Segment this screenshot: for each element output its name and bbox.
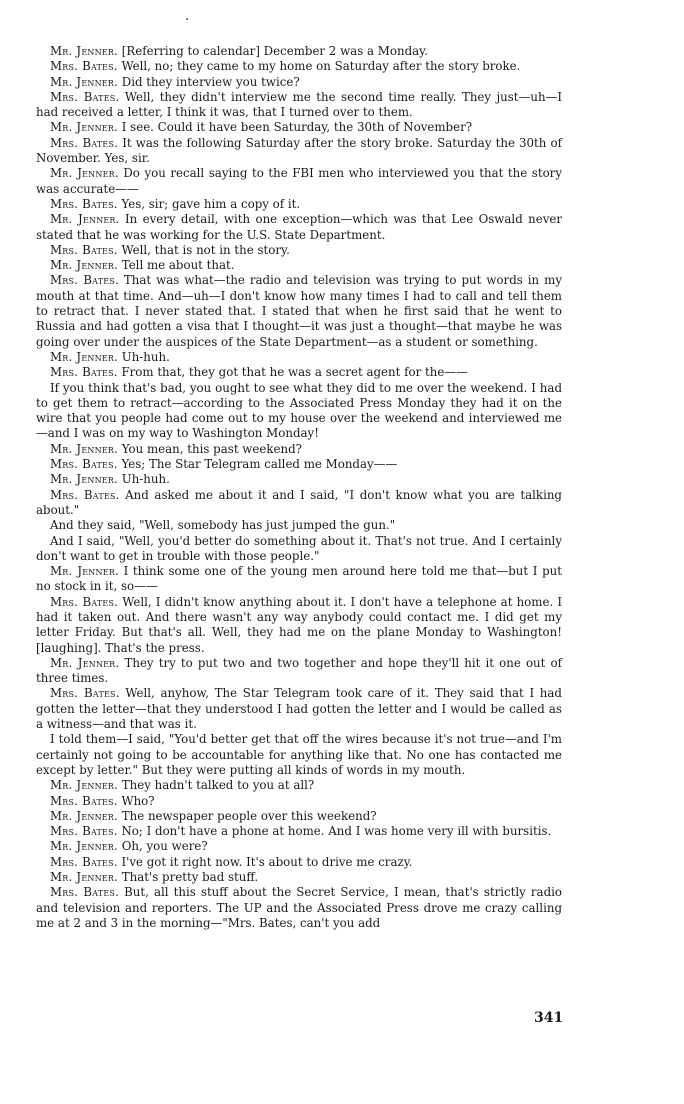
paragraph [36,824,562,839]
paragraph-text: Well, that is not in the story. [117,242,290,257]
paragraph-text: Well, they didn't interview me the second time really. They just—uh—I had received a letter, I think it was, that I turned over to them. [36,89,562,120]
speaker-name: Mr. Jenner. [50,808,118,823]
speaker-name: Mrs. Bates. [50,196,118,211]
speaker-name: Mrs. Bates. [50,273,119,288]
paragraph [36,59,562,74]
speaker-name: Mr. Jenner. [50,564,119,579]
paragraph-text: In every detail, with one exception—which was that Lee Oswald never stated that he was working for the U.S. State Department. [36,212,562,242]
speaker-name: Mr. Jenner. [50,870,118,885]
paragraph-text: The newspaper people over this weekend? [118,808,377,823]
paragraph-text: Who? [117,793,155,808]
paragraph-text: But, all this stuff about the Secret Service, I mean, that's strictly radio and television and reporters. The UP and the Associated Press drove me crazy calling me at 2 and 3 in the morning—"Mrs. Bates, can't you add [36,885,563,930]
paragraph [36,136,562,167]
transcript-body [36,44,562,931]
speaker-name: Mrs. Bates. [50,686,120,701]
paragraph [36,243,562,258]
speaker-name: Mr. Jenner. [50,120,118,135]
paragraph-text: Yes, sir; gave him a copy of it. [117,196,301,211]
speaker-name: Mrs. Bates. [50,59,118,74]
paragraph [36,686,562,732]
paragraph-text: They hadn't talked to you at all? [118,778,315,793]
paragraph [36,120,562,135]
paragraph [36,885,562,931]
paragraph-text: From that, they got that he was a secret agent for the—— [117,365,468,380]
paragraph-text: Do you recall saying to the FBI men who interviewed you that the story was accurate—— [36,166,562,196]
paragraph [36,44,562,59]
paragraph [36,534,562,565]
speaker-name: Mr. Jenner. [50,839,118,854]
speaker-name: Mr. Jenner. [50,212,120,227]
paragraph [36,365,562,380]
paragraph [36,442,562,457]
paragraph-text: I see. Could it have been Saturday, the 30th of November? [118,120,473,135]
page-number: 341 [534,1010,564,1026]
paragraph [36,732,562,778]
speaker-name: Mrs. Bates. [50,824,118,839]
speaker-name: Mr. Jenner. [50,441,118,456]
speaker-name: Mrs. Bates. [50,242,118,257]
paragraph-text: I think some one of the young men around here told me that—but I put no stock in it, so—— [36,564,562,594]
paragraph [36,197,562,212]
paragraph [36,870,562,885]
paragraph-text: Yes; The Star Telegram called me Monday—— [117,457,398,472]
paragraph-text: Did they interview you twice? [118,74,300,89]
speaker-name: Mr. Jenner. [50,258,118,273]
paragraph-text: I told them—I said, "You'd better get that off the wires because it's not true—and I'm certainly not going to be accountable for anything like that. No one has contacted me except by letter." But they were putting all kinds of words in my mouth. [36,732,562,777]
paragraph [36,855,562,870]
paragraph [36,794,562,809]
paragraph [36,258,562,273]
speaker-name: Mr. Jenner. [50,74,118,89]
speaker-name: Mrs. Bates. [50,135,119,150]
paragraph-text: That was what—the radio and television was trying to put words in my mouth at that time. And—uh—I don't know how many times I had to call and tell them to retract that. I never stated that. I stated that when he first said that he went to Russia and had gotten a visa that I thought—it was just a thought—that maybe he was going over under the auspices of the State Department—as a student or something. [36,273,562,349]
paragraph-text: Well, anyhow, The Star Telegram took care of it. They said that I had gotten the letter—that they understood I had gotten the letter and I would be called as a witness—and that was it. [36,686,562,732]
paragraph-text: Well, no; they came to my home on Saturday after the story broke. [117,59,521,74]
speaker-name: Mr. Jenner. [50,349,118,364]
paragraph-text: [Referring to calendar] December 2 was a Monday. [118,44,428,58]
paragraph [36,488,562,519]
speaker-name: Mr. Jenner. [50,44,118,58]
paragraph [36,350,562,365]
speaker-name: Mr. Jenner. [50,166,119,181]
paragraph [36,273,562,349]
paragraph [36,839,562,854]
paragraph-text: And asked me about it and I said, "I don't know what you are talking about." [36,487,562,517]
paragraph [36,381,562,442]
paragraph [36,518,562,533]
paragraph-text: Tell me about that. [118,258,235,273]
paragraph [36,90,562,121]
paragraph [36,472,562,487]
paragraph [36,457,562,472]
paragraph-text: You mean, this past weekend? [118,441,302,456]
paragraph-text: And I said, "Well, you'd better do something about it. That's not true. And I certainly don't want to get in trouble with those people." [36,533,562,563]
speaker-name: Mrs. Bates. [50,89,120,104]
speaker-name: Mrs. Bates. [50,487,120,502]
paragraph-text: No; I don't have a phone at home. And I was home very ill with bursitis. [117,824,552,839]
speaker-name: Mrs. Bates. [50,594,119,609]
print-speck [186,18,188,20]
speaker-name: Mr. Jenner. [50,778,118,793]
speaker-name: Mrs. Bates. [50,365,118,380]
paragraph-text: That's pretty bad stuff. [118,870,259,885]
paragraph-text: Well, I didn't know anything about it. I don't have a telephone at home. I had it taken out. And there wasn't any way anybody could contact me. I did get my letter Friday. But that's all. Well, they had me on the plane Monday to Washington! [laughing]. That's the press. [36,594,562,655]
speaker-name: Mrs. Bates. [50,885,120,900]
speaker-name: Mrs. Bates. [50,793,118,808]
paragraph [36,778,562,793]
paragraph-text: And they said, "Well, somebody has just jumped the gun." [50,518,396,533]
speaker-name: Mr. Jenner. [50,472,118,487]
paragraph-text: I've got it right now. It's about to drive me crazy. [117,854,413,869]
paragraph-text: If you think that's bad, you ought to see what they did to me over the weekend. I had to get them to retract—according to the Associated Press Monday they had it on the wire that you people had come out to my house over the weekend and interviewed me—and I was on my way to Washington Monday! [36,380,562,441]
paragraph-text: Uh-huh. [118,472,170,487]
paragraph-text: It was the following Saturday after the story broke. Saturday the 30th of November. Yes, sir. [36,135,562,166]
paragraph [36,656,562,687]
paragraph [36,595,562,656]
paragraph-text: They try to put two and two together and hope they'll hit it one out of three times. [36,655,562,686]
paragraph-text: Uh-huh. [118,349,170,364]
speaker-name: Mrs. Bates. [50,854,118,869]
speaker-name: Mr. Jenner. [50,655,120,670]
paragraph [36,212,562,243]
paragraph [36,166,562,197]
paragraph [36,564,562,595]
paragraph [36,809,562,824]
paragraph-text: Oh, you were? [118,839,208,854]
paragraph [36,75,562,90]
speaker-name: Mrs. Bates. [50,457,118,472]
